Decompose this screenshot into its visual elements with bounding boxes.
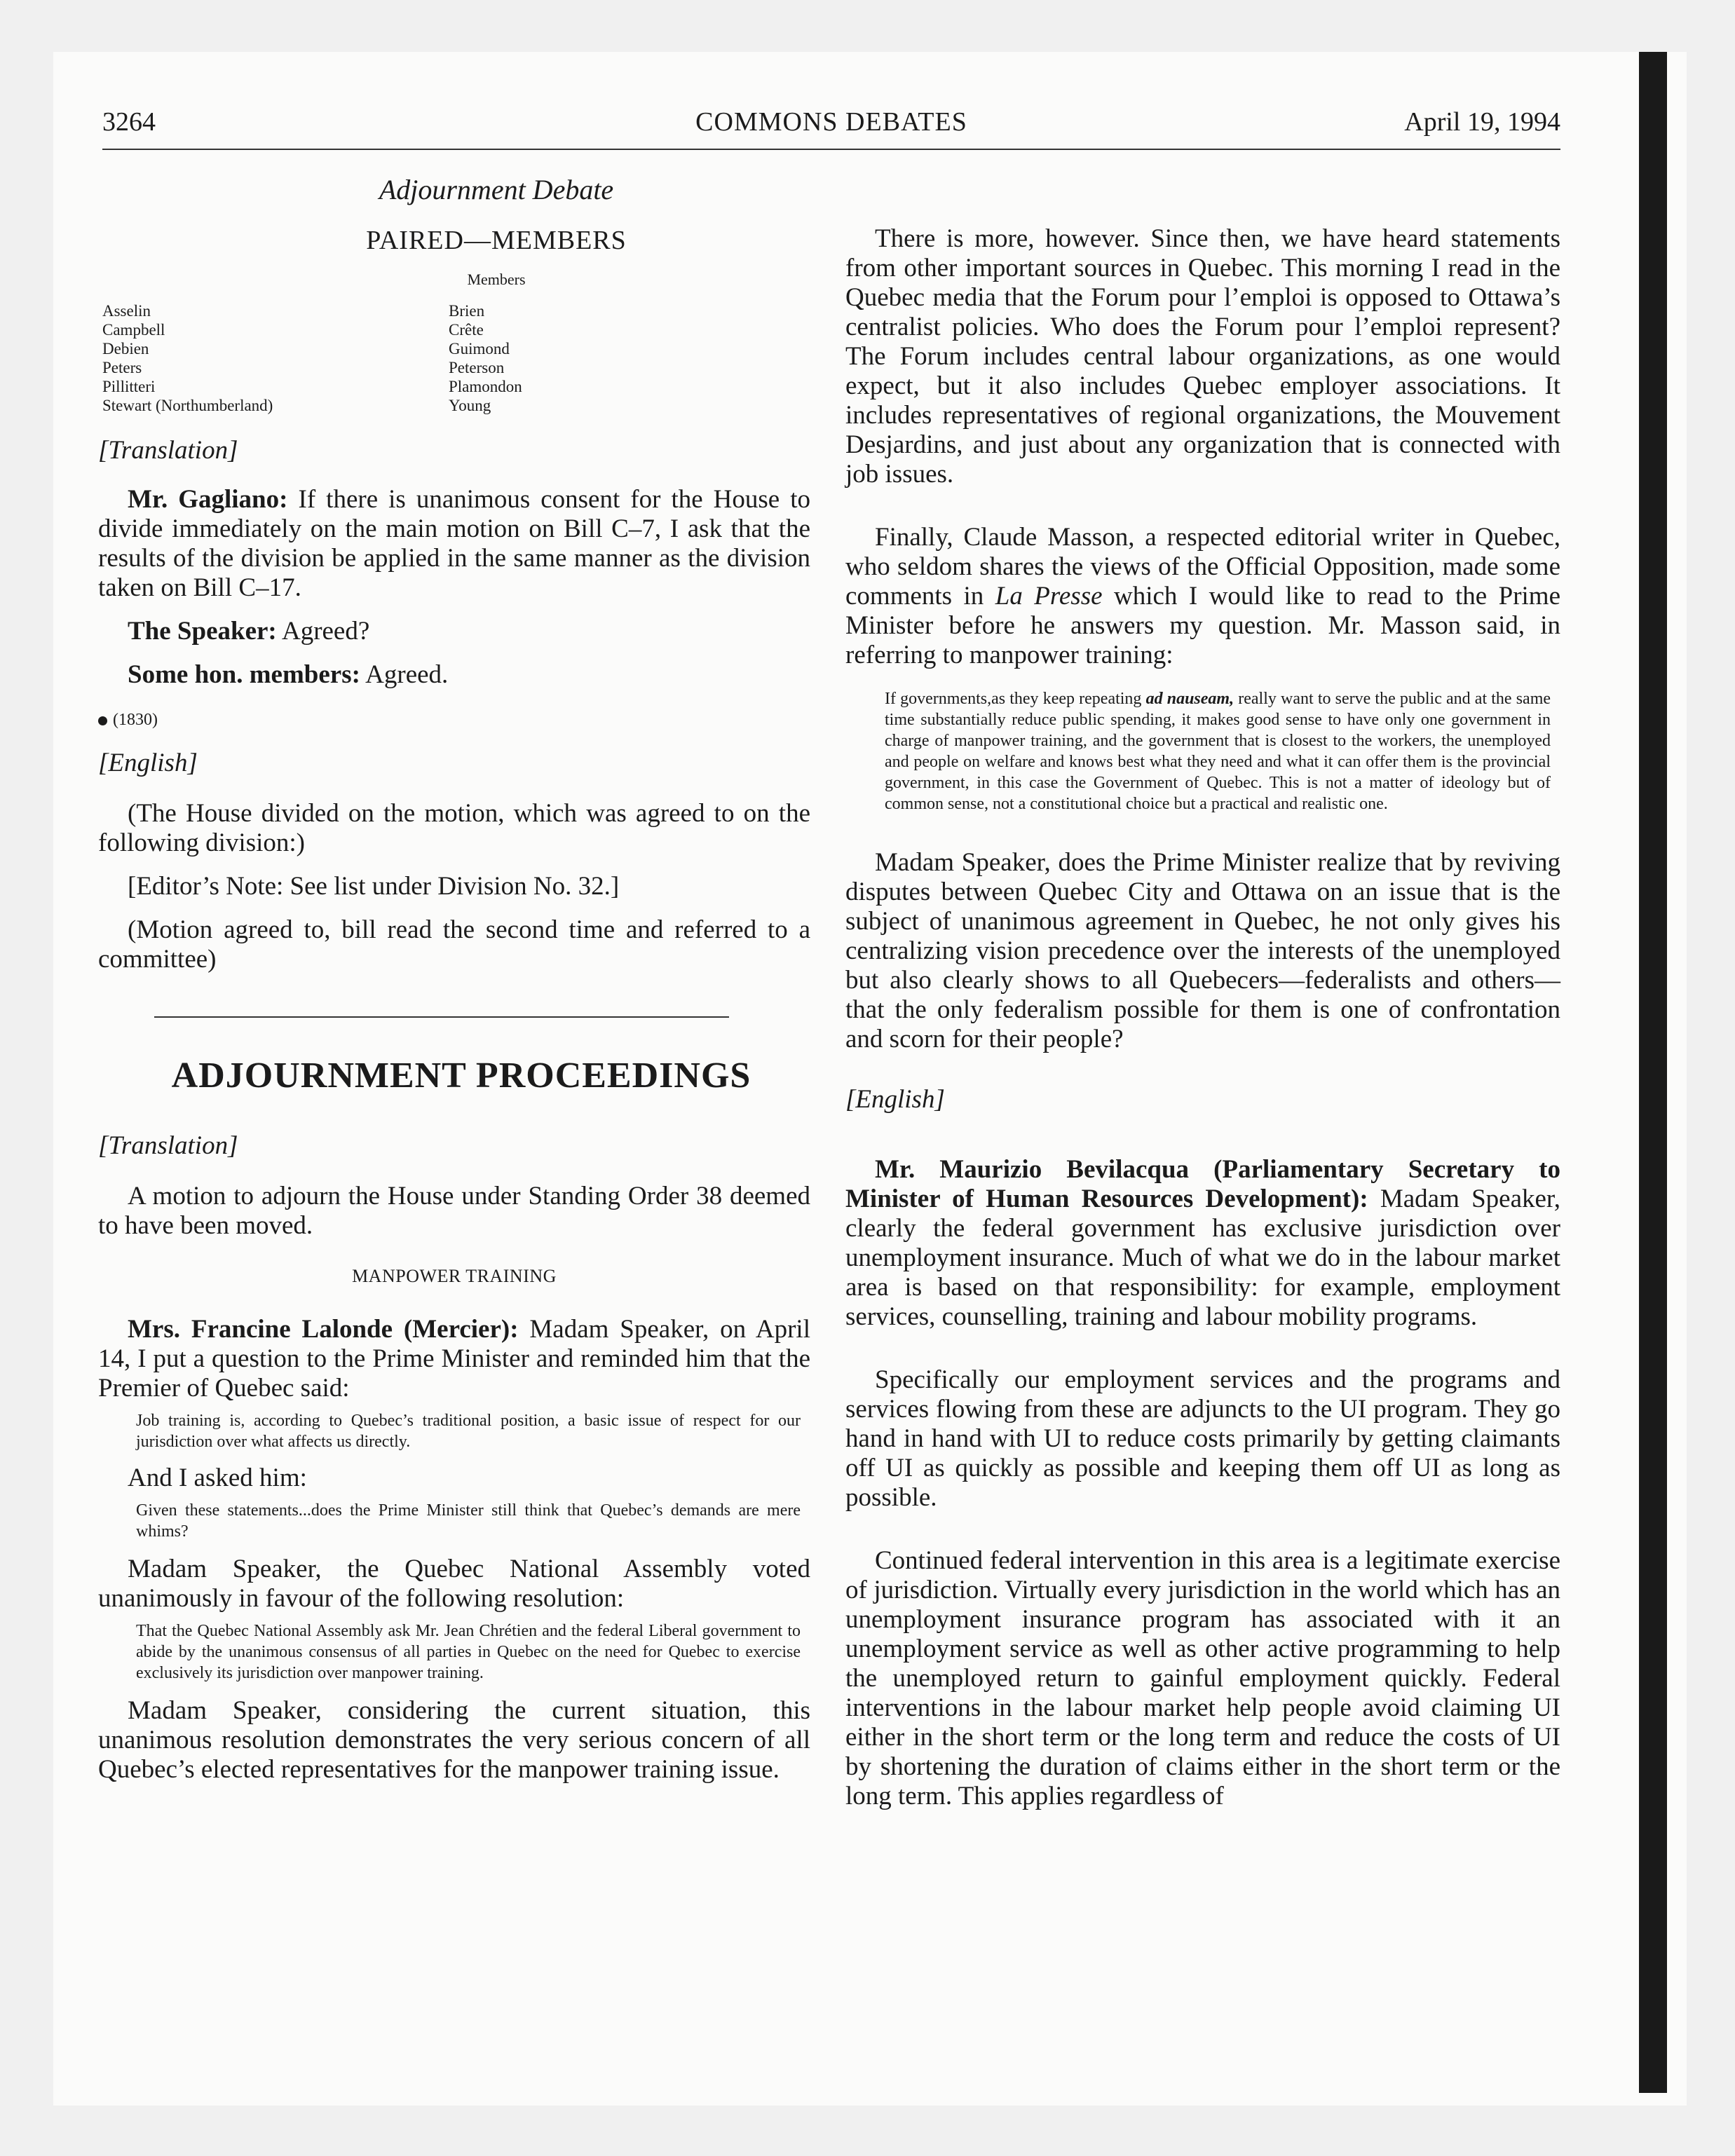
member-name: Pillitteri xyxy=(102,378,156,395)
block-quote: Given these statements...does the Prime Minister still think that Quebec’s demands are mere whims? xyxy=(136,1501,801,1541)
federal-intervention-paragraph: Continued federal intervention in this area is a legitimate exercise of jurisdiction. Virtually every jurisdiction in the world which has an unemployment insurance program has associated with it an unemployment service as well as other active programming to help the unemployed return to gainful employment quickly. Federal interventions in the labour market help people avoid claiming UI either in the short term or the long term and reduce the costs of UI by shortening the duration of claims either in the short term or the long term. This applies regardless of xyxy=(845,1546,1560,1810)
member-name: Brien xyxy=(449,302,485,320)
member-name: Crête xyxy=(449,321,484,339)
english-tag: [English] xyxy=(98,749,198,777)
right-column xyxy=(845,224,1560,1811)
speaker-name: The Speaker: xyxy=(128,617,277,646)
member-name: Guimond xyxy=(449,340,510,357)
subject-heading: MANPOWER TRAINING xyxy=(352,1266,557,1286)
publication-title: COMMONS DEBATES xyxy=(695,107,967,137)
adjournment-heading: ADJOURNMENT PROCEEDINGS xyxy=(171,1056,751,1096)
latin-phrase: ad nauseam, xyxy=(1145,690,1234,708)
paired-members-right xyxy=(449,301,522,415)
page-number: 3264 xyxy=(102,107,156,137)
scan-edge-bar xyxy=(1639,52,1667,2093)
masson-paragraph xyxy=(845,523,1560,670)
timestamp-line xyxy=(98,705,810,735)
speech-text: Finally, Claude Masson, a respected editorial writer in Quebec, who seldom shares the views of the Official Opposition, made some comments in xyxy=(845,523,1560,610)
confrontation-paragraph: Madam Speaker, does the Prime Minister realize that by reviving disputes between Quebec City and Ottawa on an issue that is the subject of unanimous agreement in Quebec, he not only gives his centralizing vision precedence over the interests of the unemployed but also clearly shows to all Quebecers—federalists and others—that the only federalism possible for them is one of confrontation and scorn for their people? xyxy=(845,848,1560,1053)
speech-text: Agreed. xyxy=(365,660,449,689)
member-name: Campbell xyxy=(102,321,165,339)
speaker-line xyxy=(98,617,810,646)
translation-tag: [Translation] xyxy=(98,436,238,465)
header-date: April 19, 1994 xyxy=(1404,107,1560,137)
section-title: Adjournment Debate xyxy=(379,174,614,205)
member-name: Peterson xyxy=(449,359,505,376)
member-name: Plamondon xyxy=(449,378,522,395)
speech-text: Madam Speaker, clearly the federal government has exclusive jurisdiction over unemployment insurance. Much of what we do in the labour market area is based on that responsibility: for example, employment services, counselling, training and labour mobility programs. xyxy=(845,1185,1560,1331)
paired-members-list xyxy=(98,301,810,432)
speech-text: which I would like to read to the Prime Minister before he answers my question. Mr. Masson said, in referring to manpower training: xyxy=(845,582,1560,669)
paired-members-left xyxy=(102,301,273,415)
section-divider xyxy=(154,1016,729,1018)
house-divided-paragraph: (The House divided on the motion, which was agreed to on the following division:) xyxy=(98,799,810,857)
gagliano-paragraph xyxy=(98,485,810,603)
speech-text: If there is unanimous consent for the House to divide immediately on the main motion on Bill C–7, I ask that the results of the division be applied in the same manner as the division taken on Bill C–17. xyxy=(98,485,811,602)
member-name: Young xyxy=(449,397,491,414)
block-quote: That the Quebec National Assembly ask Mr. Jean Chrétien and the federal Liberal government to abide by the unanimous consensus of all parties in Quebec on the need for Quebec to exercise exclusively its jurisdiction over manpower training. xyxy=(136,1622,801,1682)
speaker-name: Mr. Gagliano: xyxy=(128,485,288,514)
member-name: Stewart (Northumberland) xyxy=(102,397,273,414)
bevilacqua-paragraph xyxy=(845,1155,1560,1332)
speaker-name: Mr. Maurizio Bevilacqua (Parliamentary Secretary to Minister of Human Resources Development): xyxy=(845,1155,1560,1213)
speech-text: Madam Speaker, on April 14, I put a question to the Prime Minister and reminded him that the Premier of Quebec said: xyxy=(98,1315,810,1403)
motion-adjourn-paragraph: A motion to adjourn the House under Standing Order 38 deemed to have been moved. xyxy=(98,1182,810,1240)
member-name: Peters xyxy=(102,359,142,376)
motion-agreed-paragraph: (Motion agreed to, bill read the second time and referred to a committee) xyxy=(98,915,810,974)
block-quote: Job training is, according to Quebec’s traditional position, a basic issue of respect for our jurisdiction over what affects us directly. xyxy=(136,1412,801,1451)
paired-members-heading: PAIRED—MEMBERS xyxy=(366,226,627,255)
translation-tag: [Translation] xyxy=(98,1131,238,1160)
bullet-dot-icon xyxy=(98,716,107,725)
running-header xyxy=(102,107,1560,150)
speaker-name: Some hon. members: xyxy=(128,660,360,689)
employment-services-paragraph: Specifically our employment services and the programs and services flowing from these are adjuncts to the UI program. They go hand in hand with UI to reduce costs primarily by getting claimants off UI as quickly as possible and keeping them off UI as long as possible. xyxy=(845,1365,1560,1512)
left-column xyxy=(98,168,810,1785)
members-line xyxy=(98,660,810,690)
member-name: Asselin xyxy=(102,302,151,320)
members-label: Members xyxy=(467,271,526,288)
speaker-name: Mrs. Francine Lalonde (Mercier): xyxy=(128,1315,519,1344)
timestamp: (1830) xyxy=(113,711,158,729)
speech-text: Agreed? xyxy=(281,617,370,646)
english-tag: [English] xyxy=(845,1085,945,1114)
forum-paragraph: There is more, however. Since then, we have heard statements from other important sources in Quebec. This morning I read in the Quebec media that the Forum pour l’emploi is opposed to Ottawa’s centralist policies. Who does the Forum pour l’emploi represent? The Forum includes central labour organizations, as one would expect, but it also includes Quebec employer associations. It includes representatives of regional organizations, the Mouvement Desjardins, and just about any organization that is connected with job issues. xyxy=(845,224,1560,489)
editors-note: [Editor’s Note: See list under Division No. 32.] xyxy=(128,872,620,901)
considering-paragraph: Madam Speaker, considering the current situation, this unanimous resolution demonstrates the very serious concern of all Quebec’s elected representatives for the manpower training issue. xyxy=(98,1696,810,1784)
member-name: Debien xyxy=(102,340,149,357)
asked-him-line: And I asked him: xyxy=(128,1464,307,1492)
newspaper-title: La Presse xyxy=(995,582,1103,610)
assembly-paragraph: Madam Speaker, the Quebec National Assembly voted unanimously in favour of the following resolution: xyxy=(98,1555,810,1613)
block-quote: If governments,as they keep repeating ad nauseam, really want to serve the public and at the same time substantially reduce public spending, it makes good sense to have only one government in charge of manpower training, and the government that is closest to the workers, the unemployed and people on welfare and knows best what they need and what it can offer them is the provincial government, in this case the Government of Quebec. This is not a matter of ideology but of common sense, not a constitutional choice but a practical and realistic one. xyxy=(885,690,1551,813)
lalonde-paragraph xyxy=(98,1315,810,1403)
